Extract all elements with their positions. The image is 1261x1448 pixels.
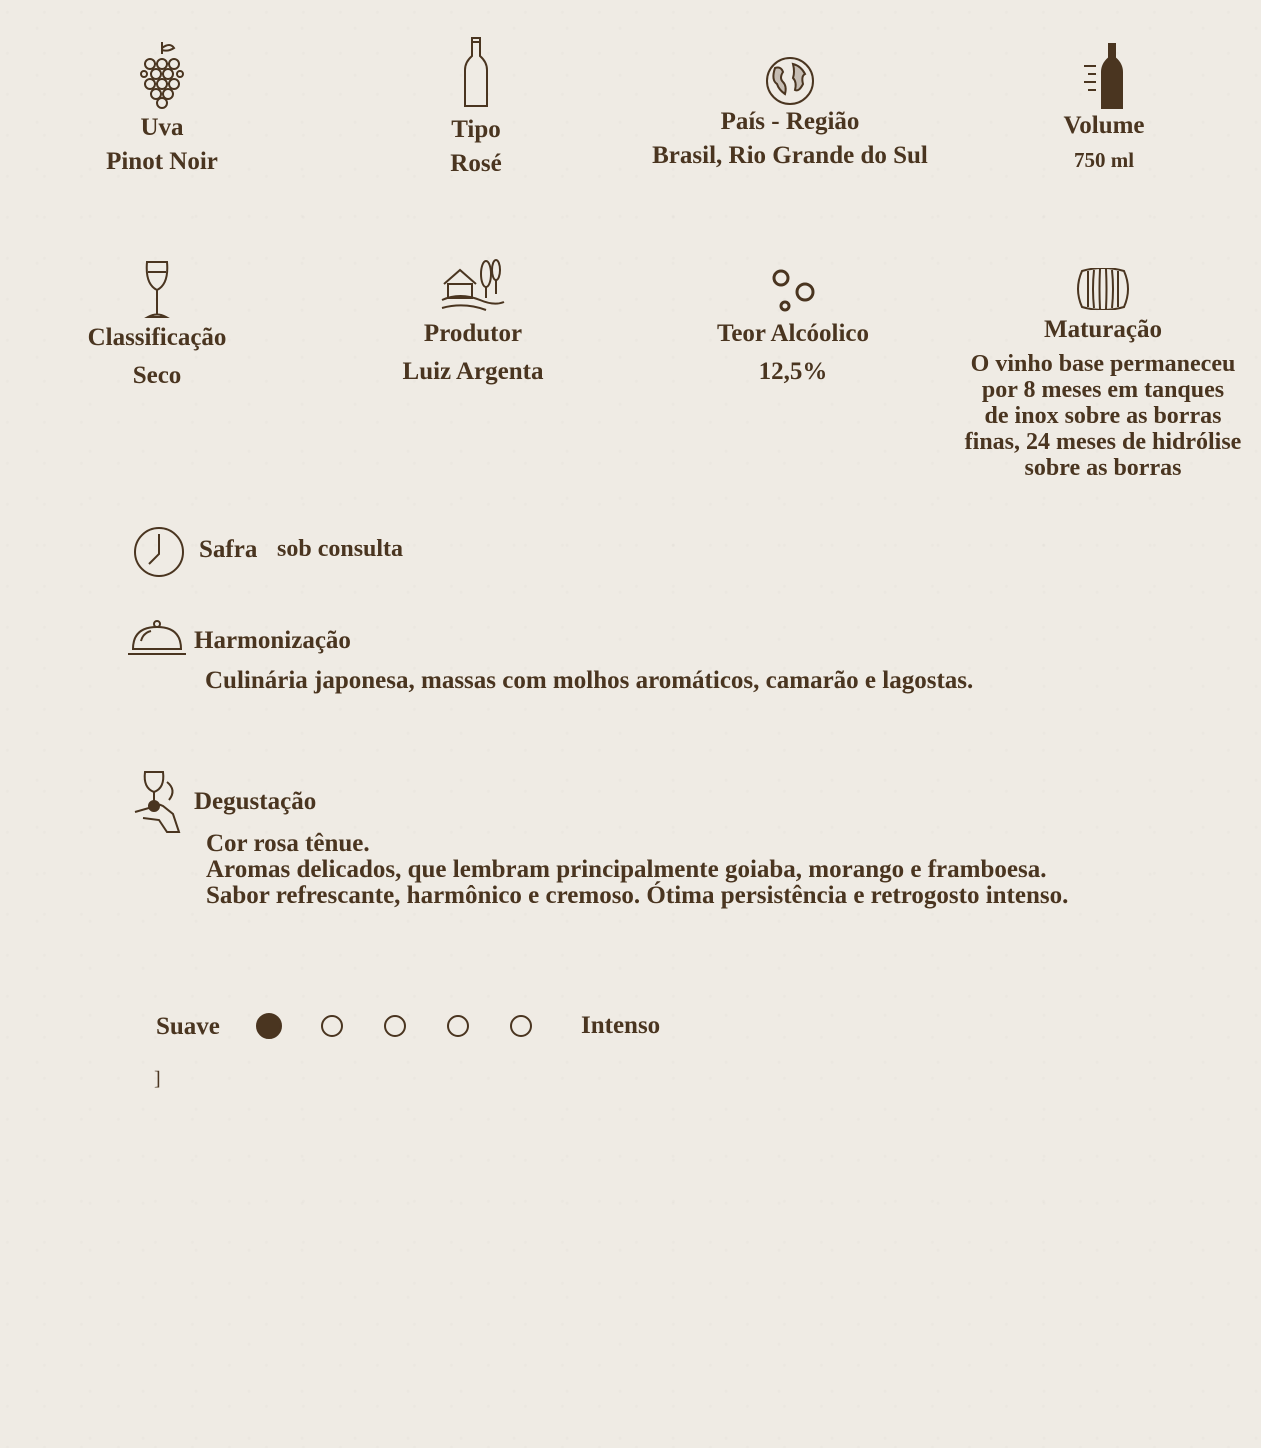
intensity-dot xyxy=(510,1015,532,1037)
spec-uva xyxy=(82,40,242,177)
intensity-dot xyxy=(256,1013,282,1039)
harmonizacao-label: Harmonização xyxy=(194,627,351,654)
spec-title: Uva xyxy=(140,114,184,141)
degustacao-label: Degustação xyxy=(194,788,317,815)
spec-value: Brasil, Rio Grande do Sul xyxy=(652,142,928,169)
clock-icon xyxy=(133,526,185,578)
spec-title: País - Região xyxy=(720,108,860,135)
maturacao-line: finas, 24 meses de hidrólise xyxy=(964,429,1242,455)
farm-icon xyxy=(440,258,506,314)
spec-value: Seco xyxy=(132,362,182,389)
intensity-max-label: Intenso xyxy=(581,1012,661,1039)
bottle-volume-icon xyxy=(1082,42,1126,110)
bubbles-icon xyxy=(769,268,817,314)
spec-produtor xyxy=(393,258,553,387)
spec-value-maturacao xyxy=(950,351,1256,481)
tasting-hand-icon xyxy=(133,768,183,836)
spec-value: 12,5% xyxy=(758,358,828,385)
degustacao-line: Cor rosa tênue. xyxy=(206,830,370,857)
maturacao-line: O vinho base permaneceu xyxy=(970,351,1236,377)
intensity-dot xyxy=(447,1015,469,1037)
spec-title: Tipo xyxy=(451,116,501,143)
grape-icon xyxy=(140,40,184,110)
degustacao-line: Sabor refrescante, harmônico e cremoso. Ótima persistência e retrogosto intenso. xyxy=(206,882,1069,909)
spec-value: Luiz Argenta xyxy=(402,358,544,385)
spec-classificacao xyxy=(72,260,242,391)
spec-title: Produtor xyxy=(423,320,523,347)
spec-title: Maturação xyxy=(1043,316,1163,343)
maturacao-line: sobre as borras xyxy=(1024,455,1182,481)
spec-value: Rosé xyxy=(450,150,502,177)
bottle-outline-icon xyxy=(463,36,489,108)
barrel-icon xyxy=(1074,268,1132,310)
intensity-dot xyxy=(321,1015,343,1037)
spec-pais-regiao xyxy=(630,56,950,171)
degustacao-line: Aromas delicados, que lembram principalmente goiaba, morango e framboesa. xyxy=(206,856,1047,883)
spec-title: Volume xyxy=(1063,112,1145,139)
maturacao-line: de inox sobre as borras xyxy=(984,403,1222,429)
stray-mark: ] xyxy=(154,1068,161,1090)
spec-teor-alcoolico xyxy=(693,268,893,387)
maturacao-line: por 8 meses em tanques xyxy=(981,377,1225,403)
globe-icon xyxy=(765,56,815,106)
spec-value: 750 ml xyxy=(1073,148,1135,172)
cloche-icon xyxy=(127,619,187,657)
intensity-min-label: Suave xyxy=(156,1013,220,1040)
spec-title: Teor Alcóolico xyxy=(716,320,870,347)
harmonizacao-text: Culinária japonesa, massas com molhos aromáticos, camarão e lagostas. xyxy=(205,667,974,694)
safra-label: Safra xyxy=(199,536,258,563)
safra-value: sob consulta xyxy=(277,536,404,562)
spec-tipo xyxy=(396,36,556,179)
intensity-dot xyxy=(384,1015,406,1037)
wine-glass-icon xyxy=(144,260,170,320)
spec-title: Classificação xyxy=(87,324,227,351)
spec-volume xyxy=(1024,42,1184,175)
spec-value: Pinot Noir xyxy=(106,148,218,175)
spec-maturacao xyxy=(950,268,1256,481)
degustacao-text xyxy=(206,831,1068,909)
